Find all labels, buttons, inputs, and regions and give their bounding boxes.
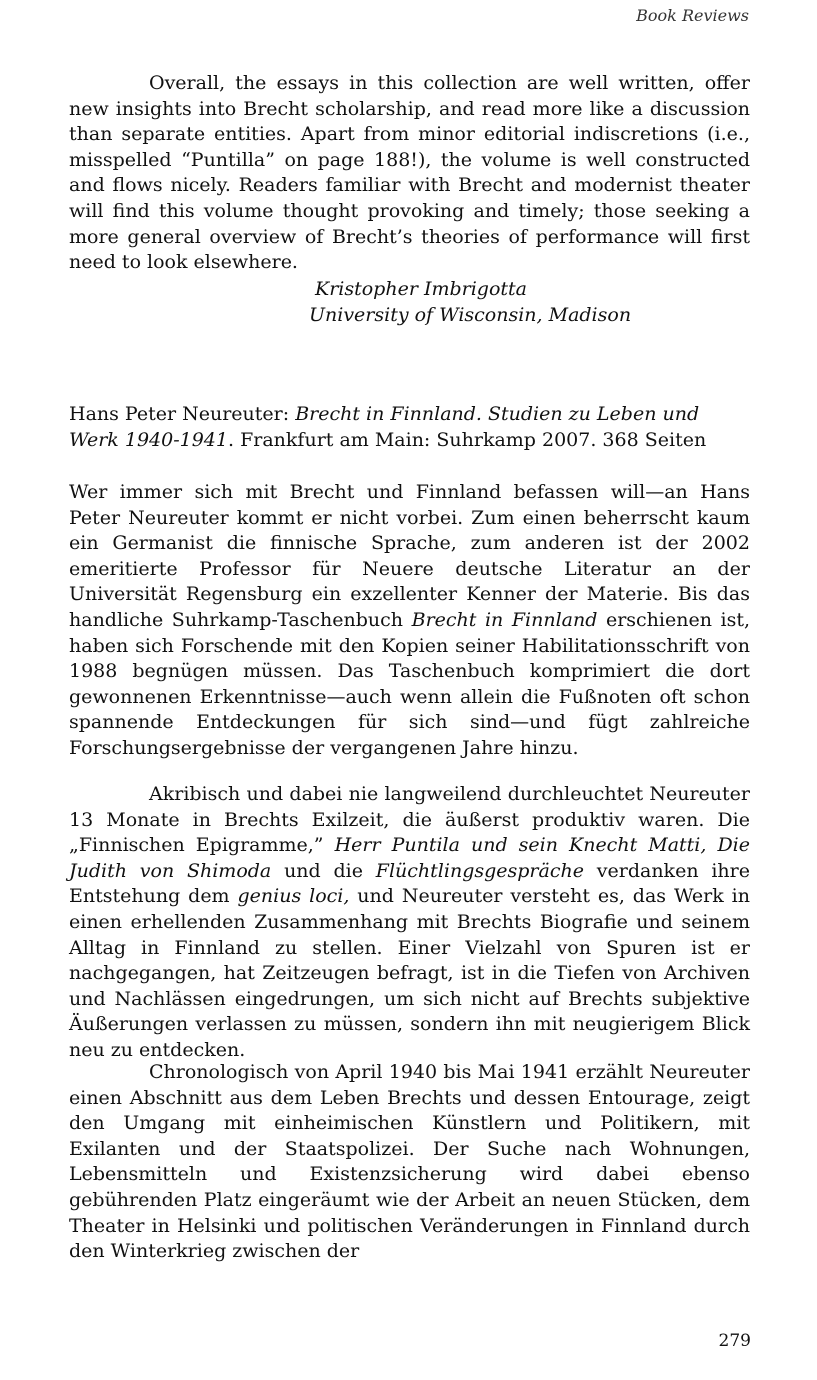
latin-phrase-italic: genius loci, bbox=[237, 885, 350, 908]
work-title-italic: Flüchtlingsgespräche bbox=[375, 859, 584, 882]
running-head: Book Reviews bbox=[636, 6, 749, 25]
reviewer-affiliation: University of Wisconsin, Madison bbox=[309, 304, 632, 326]
book-title-italic: Brecht in Finnland bbox=[411, 608, 598, 631]
paragraph-text: verdanken ihre Entstehung dem bbox=[69, 859, 750, 908]
reviewer-signature bbox=[309, 276, 631, 328]
citation-publication: . Frankfurt am Main: Suhrkamp 2007. 368 Seiten bbox=[228, 428, 707, 451]
review-paragraph-1 bbox=[69, 480, 750, 762]
paragraph-text: und die bbox=[271, 859, 376, 882]
paragraph-text: erschienen ist, haben sich Forschende mit den Kopien seiner Habilitationsschrift von 1988 begnügen müssen. Das Taschenbuch komprimiert die dort gewonnenen Erkenntnisse—auch wenn allein die Fußnoten oft schon spannende Entdeckungen für sich sind—und fügt zahlreiche Forschungsergebnisse der vergangenen Jahre hinzu. bbox=[69, 608, 751, 759]
reviewer-name: Kristopher Imbrigotta bbox=[315, 278, 527, 300]
paragraph-text: und Neureuter versteht es, das Werk in einen erhellenden Zusammenhang mit Brechts Biografie und seinem Alltag in Finnland zu stellen. Einer Vielzahl von Spuren ist er nachgegangen, hat Zeitzeugen befragt, ist in die Tiefen von Archiven und Nachlässen eingedrungen, um sich nicht auf Brechts subjektive Äußerungen verlassen zu müssen, sondern ihn mit neugierigem Blick neu zu entdecken. bbox=[69, 885, 750, 1061]
book-citation bbox=[69, 402, 750, 453]
citation-author: Hans Peter Neureuter: bbox=[69, 403, 296, 425]
review-paragraph-3: Chronologisch von April 1940 bis Mai 1941 erzählt Neureuter einen Abschnitt aus dem Leben Brechts und dessen Entourage, zeigt den Umgang mit einheimischen Künstlern und Politikern, mit Exilanten und der Staatspolizei. Der Suche nach Wohnungen, Lebensmitteln und Existenzsicherung wird dabei ebenso gebührenden Platz eingeräumt wie der Arbeit an neuen Stücken, dem Theater in Helsinki und politischen Veränderungen in Finnland durch den Winterkrieg zwischen der bbox=[69, 1061, 750, 1263]
citation-title: Brecht in Finnland. Studien zu Leben und Werk 1940-1941 bbox=[69, 403, 700, 451]
review-closing-paragraph: Overall, the essays in this collection are well written, offer new insights into Brecht scholarship, and read more like a discussion than separate entities. Apart from minor editorial indiscretions (i.e., misspelled “Puntilla” on page 188!), the volume is well constructed and flows nicely. Readers familiar with Brecht and modernist theater will find this volume thought provoking and timely; those seeking a more general overview of Brecht’s theories of performance will first need to look elsewhere. bbox=[69, 72, 750, 274]
page-number: 279 bbox=[718, 1331, 751, 1351]
paragraph-text: Akribisch und dabei nie langweilend durchleuchtet Neureuter 13 Monate in Brechts Exilzeit, die äußerst produktiv waren. Die „Finnischen Epigramme,” bbox=[69, 783, 750, 857]
work-titles-italic: Herr Puntila und sein Knecht Matti, Die Judith von Shimoda bbox=[69, 834, 750, 882]
review-paragraph-2 bbox=[69, 782, 750, 1064]
paragraph-text: Wer immer sich mit Brecht und Finnland befassen will—an Hans Peter Neureuter kommt er nicht vorbei. Zum einen beherrscht kaum ein Germanist die finnische Sprache, zum anderen ist der 2002 emeritierte Professor für Neuere deutsche Literatur an der Universität Regensburg ein exzellenter Kenner der Materie. Bis das handliche Suhrkamp-Taschenbuch bbox=[69, 481, 750, 631]
